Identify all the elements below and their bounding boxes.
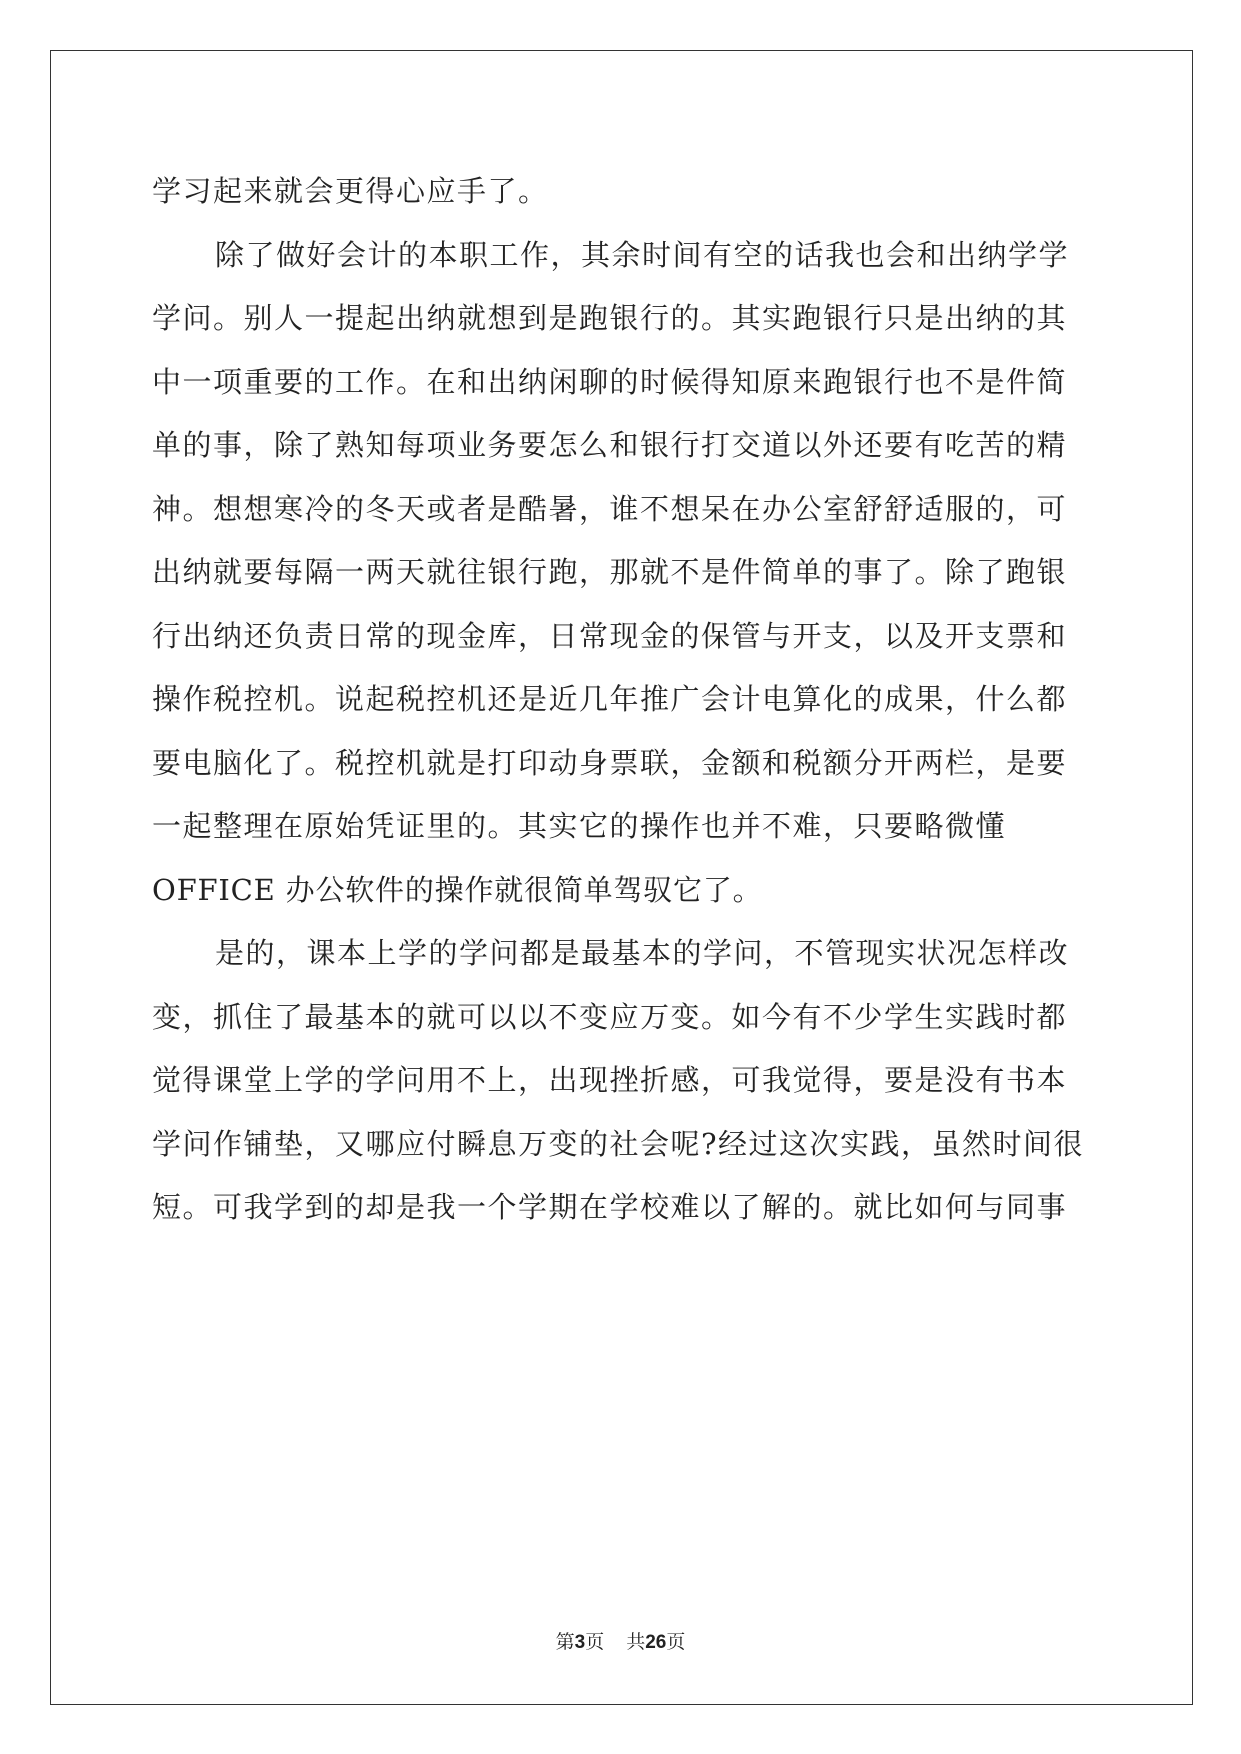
- total-pages-number: 26: [645, 1632, 667, 1653]
- text-line: 是的，课本上学的学问都是最基本的学问，不管现实状况怎样改: [215, 936, 1070, 970]
- page-footer: [0, 1627, 1241, 1654]
- text-line: 学问作铺垫，又哪应付瞬息万变的社会呢?经过这次实践，虽然时间很: [152, 1126, 1085, 1161]
- text-line: 学问。别人一提起出纳就想到是跑银行的。其实跑银行只是出纳的其: [152, 301, 1068, 335]
- text-line: OFFICE 办公软件的操作就很简单驾驭它了。: [152, 872, 763, 907]
- page-number-prefix: 第: [555, 1631, 575, 1653]
- text-line: 觉得课堂上学的学问用不上，出现挫折感，可我觉得，要是没有书本: [152, 1063, 1068, 1097]
- text-line: 除了做好会计的本职工作，其余时间有空的话我也会和出纳学学: [215, 237, 1070, 272]
- current-page-number: 3: [574, 1632, 586, 1653]
- text-line: 中一项重要的工作。在和出纳闲聊的时候得知原来跑银行也不是件简: [152, 364, 1068, 399]
- text-line: 神。想想寒冷的冬天或者是酷暑，谁不想呆在办公室舒舒适服的，可: [152, 491, 1068, 526]
- page-number-suffix: 页: [585, 1631, 605, 1653]
- text-line: 行出纳还负责日常的现金库，日常现金的保管与开支，以及开支票和: [152, 618, 1068, 653]
- document-body: [152, 160, 1092, 1240]
- text-line: 操作税控机。说起税控机还是近几年推广会计电算化的成果，什么都: [152, 682, 1068, 716]
- text-line: 出纳就要每隔一两天就往银行跑，那就不是件简单的事了。除了跑银: [152, 555, 1068, 589]
- text-line: 要电脑化了。税控机就是打印动身票联，金额和税额分开两栏，是要: [152, 745, 1068, 780]
- text-line: 变，抓住了最基本的就可以以不变应万变。如今有不少学生实践时都: [152, 999, 1068, 1034]
- text-line: 单的事，除了熟知每项业务要怎么和银行打交道以外还要有吃苦的精: [152, 428, 1068, 462]
- text-line: 短。可我学到的却是我一个学期在学校难以了解的。就比如何与同事: [152, 1190, 1068, 1224]
- total-pages-suffix: 页: [666, 1631, 686, 1653]
- text-line: 一起整理在原始凭证里的。其实它的操作也并不难，只要略微懂: [152, 809, 1007, 843]
- text-line: 学习起来就会更得心应手了。: [152, 174, 549, 208]
- total-pages-prefix: 共: [626, 1631, 646, 1653]
